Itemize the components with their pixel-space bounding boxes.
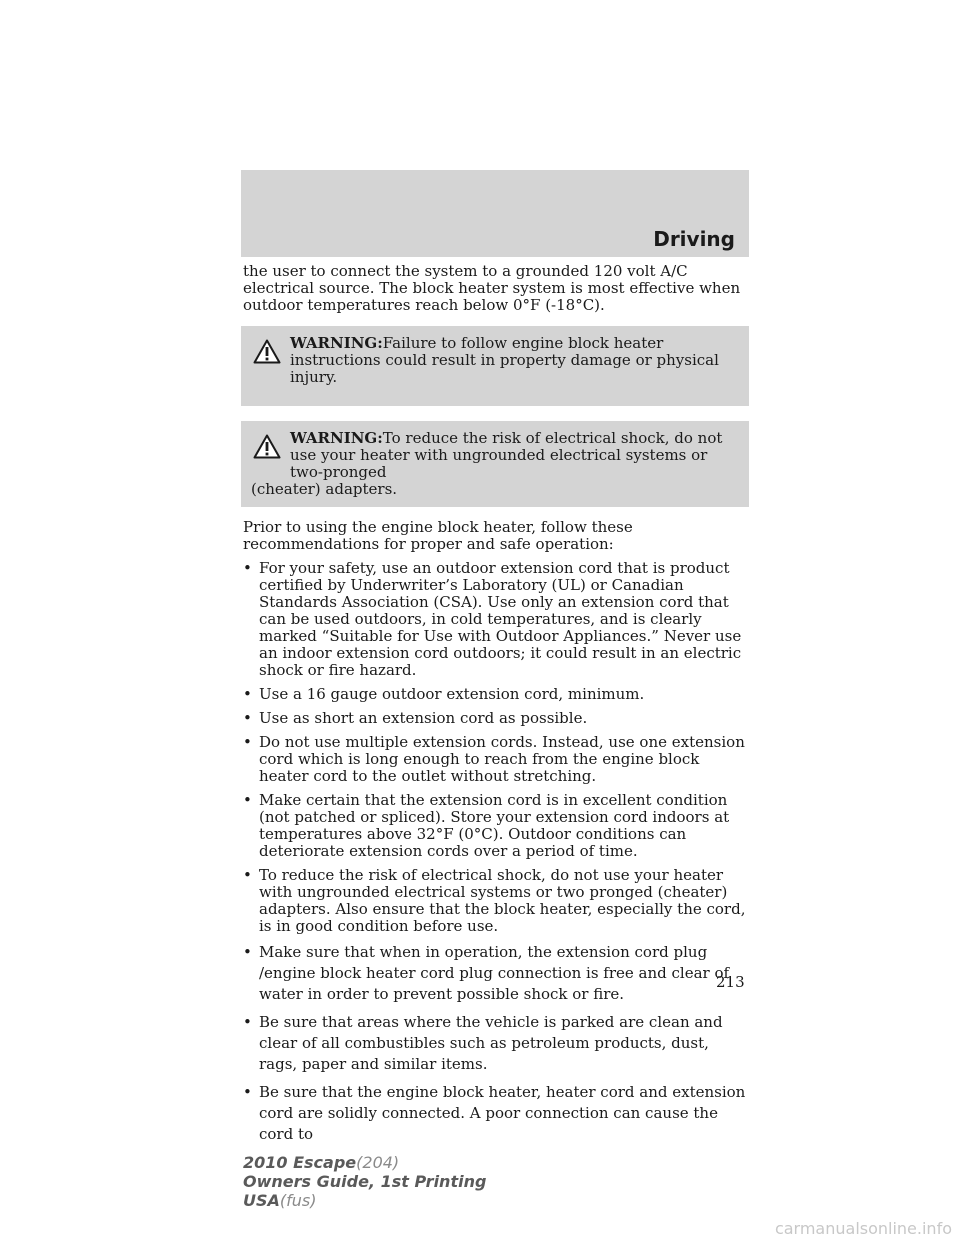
list-item: • Use a 16 gauge outdoor extension cord, minimum. [243, 686, 751, 703]
recommendation-list [243, 560, 751, 1145]
warning-box-1 [241, 326, 749, 406]
intro-paragraph: the user to connect the system to a grounded 120 volt A/C electrical source. The block heater system is most effective when outdoor temperatures reach below 0°F (-18°C). [243, 262, 741, 314]
footer-line-1 [243, 1153, 486, 1172]
print-footer [243, 1153, 486, 1210]
section-header-band [241, 170, 749, 257]
footer-line-3 [243, 1191, 486, 1210]
section-title: Driving [653, 227, 735, 251]
warning-triangle-icon [253, 434, 281, 459]
footer-model-code: (204) [356, 1153, 400, 1172]
warning-text-2 [251, 430, 739, 481]
warning-triangle-icon [253, 339, 281, 364]
warning-box-2 [241, 421, 749, 507]
warning-label: WARNING: [290, 334, 383, 352]
footer-model: 2010 Escape [243, 1153, 357, 1172]
warning-body: To reduce the risk of electrical shock, do not use your heater with ungrounded electrical systems or two-pronged [290, 429, 723, 481]
list-item: • Make certain that the extension cord is in excellent condition (not patched or spliced). Store your extension cord indoors at temperatures above 32°F (0°C). Outdoor conditions can deteriorate extension cords over a period of time. [243, 792, 751, 860]
list-item: • Be sure that the engine block heater, heater cord and extension cord are solidly connected. A poor connection can cause the cord to [243, 1082, 751, 1145]
list-item: • Be sure that areas where the vehicle is parked are clean and clear of all combustibles such as petroleum products, dust, rags, paper and similar items. [243, 1012, 751, 1075]
footer-market-code: (fus) [279, 1191, 317, 1210]
footer-line-2: Owners Guide, 1st Printing [243, 1172, 487, 1191]
list-item: • To reduce the risk of electrical shock, do not use your heater with ungrounded electrical systems or two pronged (cheater) adapters. Also ensure that the block heater, especially the cord, is in good condition before use. [243, 867, 751, 935]
page-number: 213 [716, 973, 745, 991]
warning-label: WARNING: [290, 429, 383, 447]
watermark: carmanualsonline.info [774, 1219, 952, 1238]
list-item: • Make sure that when in operation, the extension cord plug /engine block heater cord plug connection is free and clear of water in order to prevent possible shock or fire. [243, 942, 751, 1005]
warning-text-1 [290, 335, 739, 386]
warning-body: Failure to follow engine block heater instructions could result in property damage or physical injury. [290, 334, 719, 386]
list-item: • Do not use multiple extension cords. Instead, use one extension cord which is long enough to reach from the engine block heater cord to the outlet without stretching. [243, 734, 751, 785]
list-item: • Use as short an extension cord as possible. [243, 710, 751, 727]
lead-paragraph: Prior to using the engine block heater, follow these recommendations for proper and safe operation: [243, 518, 633, 553]
footer-market: USA [243, 1191, 280, 1210]
page-content [243, 263, 751, 1152]
warning-text-2-rest: (cheater) adapters. [251, 480, 398, 498]
list-item: • For your safety, use an outdoor extension cord that is product certified by Underwriter’s Laboratory (UL) or Canadian Standards Association (CSA). Use only an extension cord that can be used outdoors, in cold temperatures, and is clearly marked “Suitable for Use with Outdoor Appliances.” Never use an indoor extension cord outdoors; it could result in an electric shock or fire hazard. [243, 560, 751, 679]
